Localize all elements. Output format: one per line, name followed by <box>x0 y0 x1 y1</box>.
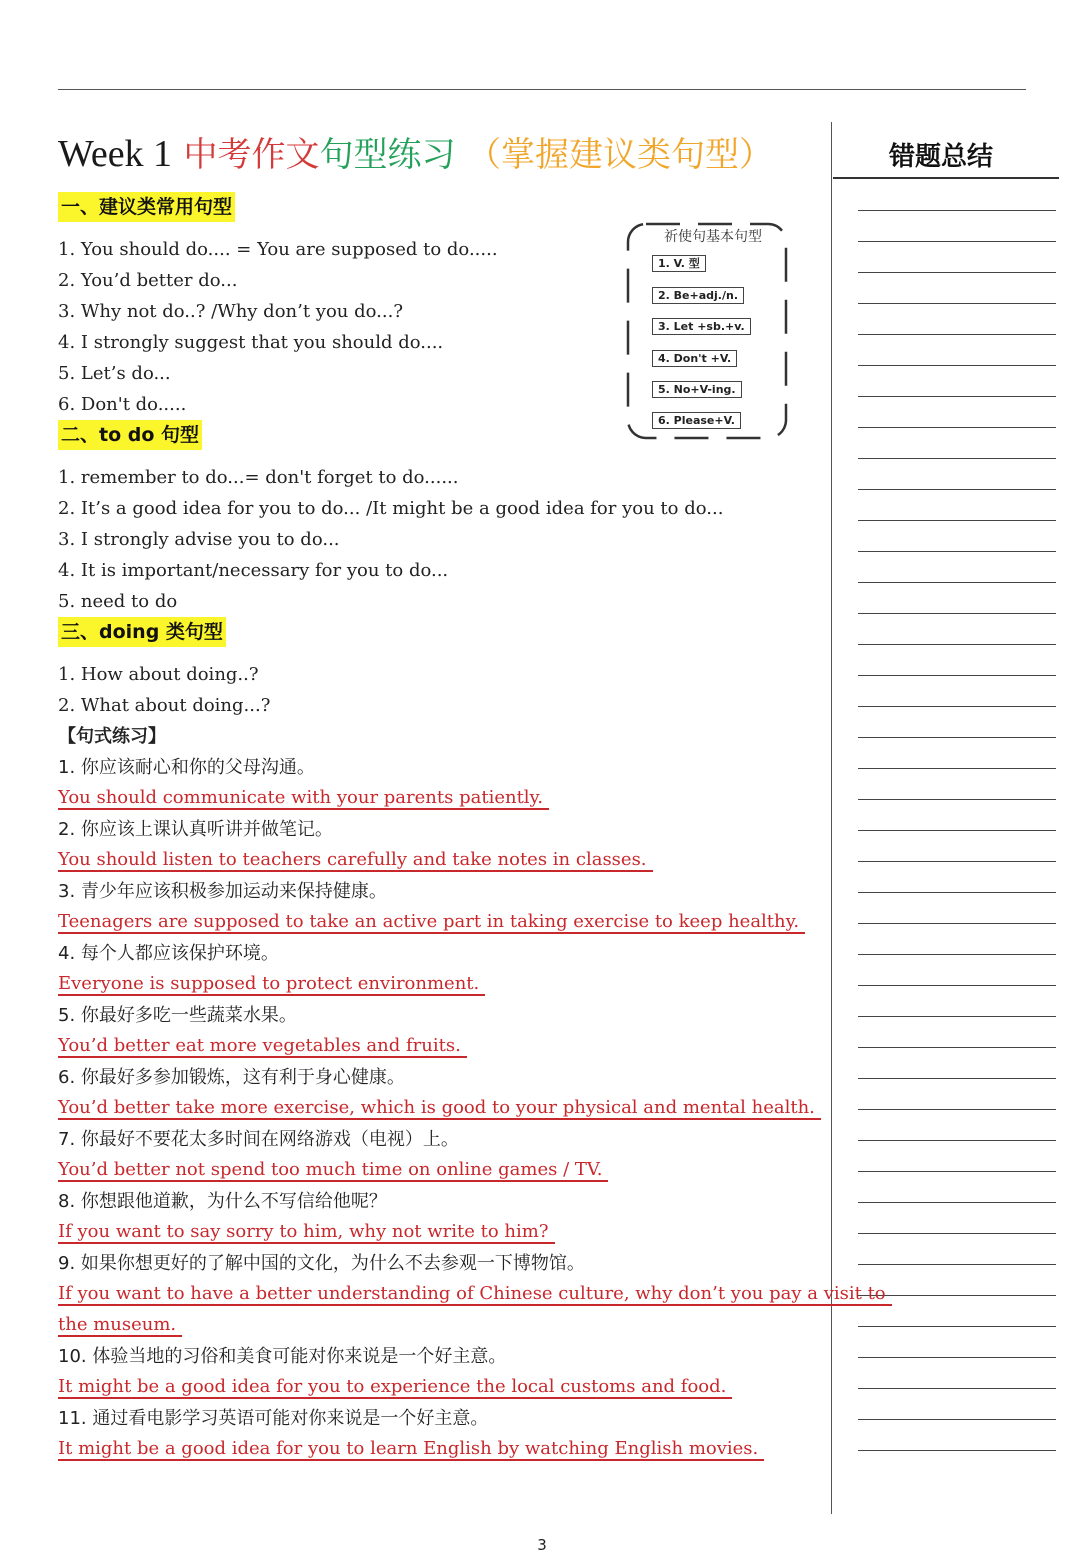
ruled-line <box>858 675 1056 706</box>
exercise-answer-text: the museum. <box>58 1314 182 1337</box>
ruled-line <box>858 241 1056 272</box>
ruled-line <box>858 427 1056 458</box>
section-heading-2: 二、to do 句型 <box>58 420 202 450</box>
pattern-tag: 4. Don't +V. <box>652 350 737 367</box>
exercise-answer-text: It might be a good idea for you to learn English by watching English movies. <box>58 1438 764 1461</box>
exercise-answer <box>58 1217 828 1248</box>
exercise-answer <box>58 1155 828 1186</box>
exercise-answer <box>58 1093 828 1124</box>
imperative-patterns-box <box>624 218 790 444</box>
exercise-prompt: 7. 你最好不要花太多时间在网络游戏（电视）上。 <box>58 1129 459 1150</box>
exercise-prompt: 10. 体验当地的习俗和美食可能对你来说是一个好主意。 <box>58 1346 507 1367</box>
ruled-line <box>858 210 1056 241</box>
exercise-answer-text: If you want to say sorry to him, why not write to him? <box>58 1221 555 1244</box>
ruled-line <box>858 520 1056 551</box>
ruled-line <box>858 458 1056 489</box>
ruled-line <box>858 892 1056 923</box>
ruled-line <box>858 1388 1056 1419</box>
section-2-list <box>58 462 828 617</box>
ruled-line <box>858 768 1056 799</box>
ruled-line <box>858 799 1056 830</box>
exercise-answer-text: Everyone is supposed to protect environment. <box>58 973 485 996</box>
list-item: 5. Let’s do... <box>58 363 171 384</box>
ruled-line <box>858 1047 1056 1078</box>
list-item: 3. I strongly advise you to do... <box>58 529 340 550</box>
pattern-tag: 3. Let +sb.+v. <box>652 318 751 335</box>
exercise-answer <box>58 1434 828 1465</box>
pattern-tag: 1. V. 型 <box>652 255 706 272</box>
ruled-line <box>858 737 1056 768</box>
exercise-prompt: 11. 通过看电影学习英语可能对你来说是一个好主意。 <box>58 1408 489 1429</box>
ruled-line <box>858 489 1056 520</box>
exercise-answer-text: You should communicate with your parents patiently. <box>58 787 549 810</box>
list-item: 1. You should do.... = You are supposed to do..... <box>58 239 498 260</box>
exercise-prompt: 6. 你最好多参加锻炼，这有利于身心健康。 <box>58 1067 405 1088</box>
exercise-answer-text: You’d better take more exercise, which is good to your physical and mental health. <box>58 1097 821 1120</box>
ruled-line <box>858 1078 1056 1109</box>
pattern-tag: 6. Please+V. <box>652 412 741 429</box>
ruled-line <box>858 1171 1056 1202</box>
exercise-answer <box>58 845 828 876</box>
list-item: 2. What about doing...? <box>58 695 271 716</box>
exercise-answer <box>58 1279 886 1310</box>
box-title: 祈使句基本句型 <box>664 229 762 245</box>
exercise-answer-text: Teenagers are supposed to take an active part in taking exercise to keep healthy. <box>58 911 805 934</box>
mistake-summary-title: 错题总结 <box>888 142 993 172</box>
ruled-line <box>858 1202 1056 1233</box>
page-title <box>58 130 773 178</box>
exercise-answer-text: You’d better not spend too much time on online games / TV. <box>58 1159 608 1182</box>
ruled-line <box>858 1233 1056 1264</box>
ruled-line <box>858 1419 1056 1450</box>
list-item: 2. You’d better do... <box>58 270 238 291</box>
ruled-line <box>858 1109 1056 1140</box>
ruled-line <box>858 1326 1056 1357</box>
exercise-heading: 【句式练习】 <box>58 726 166 747</box>
ruled-line <box>858 954 1056 985</box>
ruled-line <box>858 861 1056 892</box>
pattern-tag: 2. Be+adj./n. <box>652 287 744 304</box>
ruled-line <box>858 396 1056 427</box>
list-item: 5. need to do <box>58 591 178 612</box>
pattern-tag: 5. No+V-ing. <box>652 381 742 398</box>
title-week: Week 1 <box>58 133 173 175</box>
list-item: 3. Why not do..? /Why don’t you do...? <box>58 301 403 322</box>
list-item: 1. How about doing..? <box>58 664 259 685</box>
ruled-line <box>858 334 1056 365</box>
ruled-line <box>858 644 1056 675</box>
exercise-answer <box>58 969 828 1000</box>
section-heading-1: 一、建议类常用句型 <box>58 192 235 222</box>
ruled-line <box>858 582 1056 613</box>
page-number: 3 <box>537 1536 547 1554</box>
exercise-prompt: 5. 你最好多吃一些蔬菜水果。 <box>58 1005 297 1026</box>
exercise-prompt: 9. 如果你想更好的了解中国的文化，为什么不去参观一下博物馆。 <box>58 1253 585 1274</box>
section-heading-3: 三、doing 类句型 <box>58 617 226 647</box>
ruled-line <box>858 1016 1056 1047</box>
ruled-line <box>858 985 1056 1016</box>
exercise-answer <box>58 1031 828 1062</box>
ruled-line <box>858 1357 1056 1388</box>
list-item: 4. It is important/necessary for you to do... <box>58 560 449 581</box>
title-part2: 句型练习 <box>319 135 456 175</box>
exercise-answer <box>58 1310 828 1341</box>
ruled-line <box>858 365 1056 396</box>
top-rule <box>58 89 1026 90</box>
ruled-line <box>858 272 1056 303</box>
exercise-answer <box>58 783 828 814</box>
exercise-prompt: 3. 青少年应该积极参加运动来保持健康。 <box>58 881 387 902</box>
exercise-answer-text: You’d better eat more vegetables and fruits. <box>58 1035 467 1058</box>
ruled-line <box>858 613 1056 644</box>
exercise-answer <box>58 1372 828 1403</box>
exercise-answer-text: It might be a good idea for you to experience the local customs and food. <box>58 1376 732 1399</box>
exercise-answer-text: If you want to have a better understanding of Chinese culture, why don’t you pay a visit to <box>58 1283 892 1306</box>
exercise-list <box>58 752 886 1465</box>
ruled-line <box>858 1140 1056 1171</box>
ruled-line <box>858 551 1056 582</box>
exercise-prompt: 2. 你应该上课认真听讲并做笔记。 <box>58 819 333 840</box>
list-item: 4. I strongly suggest that you should do.... <box>58 332 444 353</box>
ruled-line <box>858 1450 1056 1481</box>
title-part1: 中考作文 <box>183 135 320 175</box>
exercise-answer <box>58 907 828 938</box>
exercise-prompt: 4. 每个人都应该保护环境。 <box>58 943 279 964</box>
list-item: 6. Don't do..... <box>58 394 187 415</box>
ruled-line <box>858 830 1056 861</box>
mistake-summary-rule <box>833 177 1059 179</box>
exercise-answer-text: You should listen to teachers carefully and take notes in classes. <box>58 849 653 872</box>
list-item: 1. remember to do...= don't forget to do...... <box>58 467 459 488</box>
section-3-list <box>58 659 828 721</box>
ruled-line <box>858 706 1056 737</box>
list-item: 2. It’s a good idea for you to do... /It might be a good idea for you to do... <box>58 498 724 519</box>
exercise-prompt: 8. 你想跟他道歉，为什么不写信给他呢？ <box>58 1191 387 1212</box>
exercise-prompt: 1. 你应该耐心和你的父母沟通。 <box>58 757 315 778</box>
ruled-line <box>858 303 1056 334</box>
ruled-line <box>858 923 1056 954</box>
title-part3: （掌握建议类句型） <box>466 135 773 175</box>
